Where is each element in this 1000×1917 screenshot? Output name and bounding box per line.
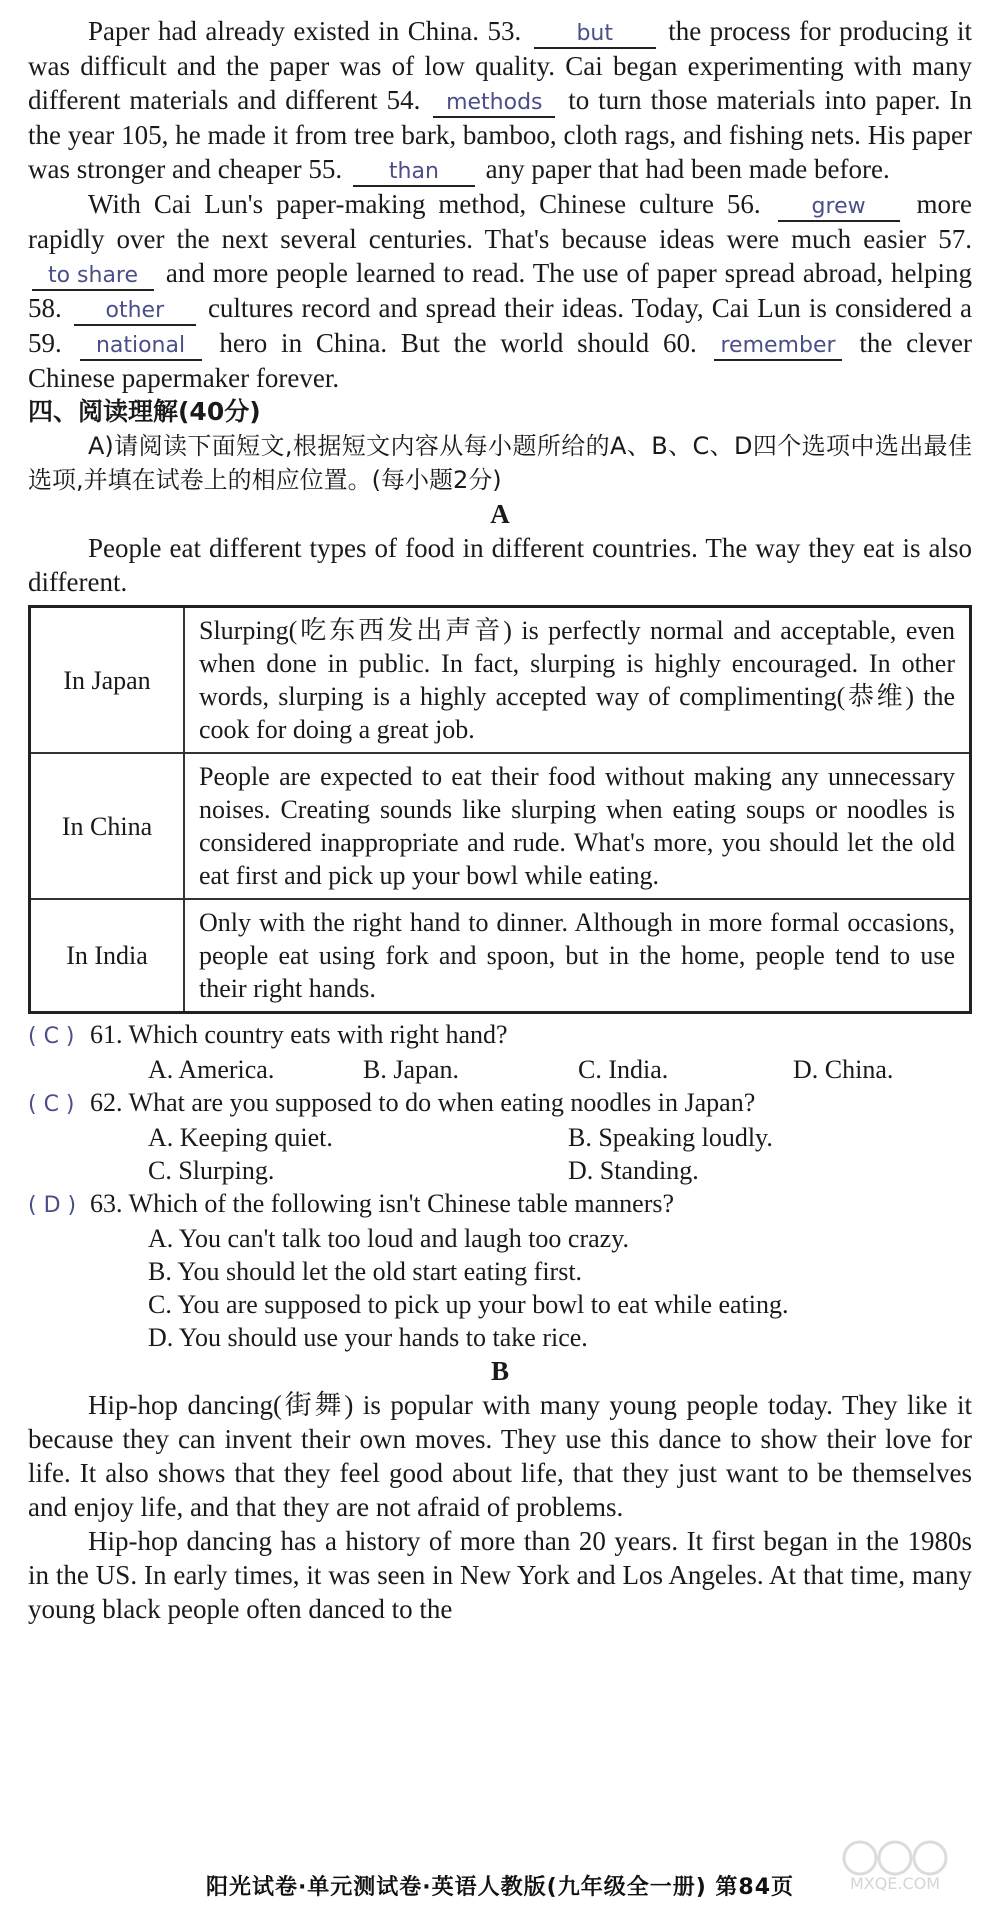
- text-segment: any paper that had been made before.: [485, 154, 890, 184]
- passage-b-letter: B: [490, 1356, 509, 1386]
- answer-mark: ( C ): [28, 1092, 75, 1117]
- question-62: [28, 1086, 972, 1187]
- answer-blank-55: than: [353, 159, 475, 187]
- answer-blank-56: grew: [778, 194, 900, 222]
- answer-blank-57: to share: [32, 263, 154, 291]
- text-segment: With Cai Lun's paper-making method, Chinese culture 56.: [88, 189, 761, 219]
- description-cell: Slurping(吃东西发出声音) is perfectly normal and acceptable, even when done in public. In fact, slurping is highly encouraged. In other words, slurping is a highly accepted way of complimenting(恭维) the cook for doing a great job.: [184, 607, 971, 754]
- text-segment: cultures record and spread their ideas. Today, Cai Lun is considered a 59.: [28, 293, 973, 358]
- text-segment: hero in China. But the world should 60.: [219, 328, 697, 358]
- option-d: D. You should use your hands to take rice.: [148, 1323, 588, 1352]
- text-segment: more rapidly over the next several centuries. That's because ideas were much easier 57.: [28, 189, 972, 254]
- question-stem: 61. Which country eats with right hand?: [90, 1020, 508, 1049]
- option-c: C. Slurping.: [148, 1156, 275, 1185]
- text-segment: the process for producing it was difficult and the paper was of low quality. Cai began experimenting with many different materials and different 54.: [28, 16, 973, 115]
- country-cell: In Japan: [30, 607, 185, 754]
- passage-a-letter: A: [490, 499, 510, 529]
- option-b: B. You should let the old start eating first.: [148, 1257, 583, 1286]
- passage-b-paragraph-1: Hip-hop dancing(街舞) is popular with many young people today. They like it because they can invent their own moves. They use this dance to show their love for life. It also shows that they feel good about life, that they just want to be themselves and enjoy life, and that they are not afraid of problems.: [28, 1390, 972, 1522]
- table-manners-table: [28, 605, 972, 1014]
- question-63: [28, 1187, 972, 1354]
- table-row: [30, 899, 971, 1013]
- answer-blank-60: remember: [714, 333, 841, 361]
- option-c: C. You are supposed to pick up your bowl to eat while eating.: [148, 1290, 789, 1319]
- page-footer: 阳光试卷·单元测试卷·英语人教版(九年级全一册) 第84页: [205, 1875, 795, 1900]
- question-stem: 62. What are you supposed to do when eating noodles in Japan?: [90, 1088, 756, 1117]
- section-heading: 四、阅读理解(40分): [28, 397, 261, 426]
- description-cell: People are expected to eat their food without making any unnecessary noises. Creating sounds like slurping when eating soups or noodles is considered inappropriate and rude. What's more, you should let the old eat first and pick up your bowl while eating.: [184, 753, 971, 899]
- country-cell: In India: [30, 899, 185, 1013]
- text-segment: to turn those materials into paper. In the year 105, he made it from tree bark, bamboo, cloth rags, and fishing nets. His paper was stronger and cheaper 55.: [28, 85, 973, 184]
- section-instruction: A)请阅读下面短文,根据短文内容从每小题所给的A、B、C、D四个选项中选出最佳选项,并填在试卷上的相应位置。(每小题2分): [28, 432, 972, 494]
- option-b: B. Speaking loudly.: [568, 1123, 773, 1152]
- option-a: A. Keeping quiet.: [148, 1123, 333, 1152]
- text-segment: Paper had already existed in China. 53.: [88, 16, 522, 46]
- question-61: [28, 1018, 972, 1086]
- answer-blank-54: methods: [433, 90, 555, 118]
- cloze-paragraph-2: [28, 187, 972, 395]
- option-b: B. Japan.: [363, 1055, 460, 1084]
- description-cell: Only with the right hand to dinner. Although in more formal occasions, people eat using fork and spoon, but in the home, people tend to use their right hands.: [184, 899, 971, 1013]
- cloze-paragraph-1: [28, 14, 972, 187]
- passage-a-intro: People eat different types of food in different countries. The way they eat is also different.: [28, 533, 972, 597]
- watermark-text: MXQE.COM: [849, 1874, 941, 1893]
- table-row: [30, 607, 971, 754]
- answer-blank-53: but: [534, 21, 656, 49]
- table-row: [30, 753, 971, 899]
- question-stem: 63. Which of the following isn't Chinese table manners?: [90, 1189, 675, 1218]
- page-content: [28, 14, 972, 1626]
- country-cell: In China: [30, 753, 185, 899]
- answer-blank-59: national: [80, 333, 202, 361]
- watermark-logo: [820, 1836, 970, 1906]
- text-segment: and more people learned to read. The use of paper spread abroad, helping 58.: [28, 258, 972, 323]
- option-a: A. You can't talk too loud and laugh too crazy.: [148, 1224, 630, 1253]
- passage-b-paragraph-2: Hip-hop dancing has a history of more than 20 years. It first began in the 1980s in the US. In early times, it was seen in New York and Los Angeles. At that time, many young black people often danced to the: [28, 1526, 972, 1624]
- answer-mark: ( D ): [28, 1193, 77, 1218]
- answer-mark: ( C ): [28, 1024, 75, 1049]
- option-d: D. Standing.: [568, 1156, 699, 1185]
- option-a: A. America.: [148, 1055, 275, 1084]
- option-c: C. India.: [578, 1055, 669, 1084]
- option-d: D. China.: [793, 1055, 894, 1084]
- answer-blank-58: other: [74, 298, 196, 326]
- text-segment: the clever Chinese papermaker forever.: [28, 328, 973, 393]
